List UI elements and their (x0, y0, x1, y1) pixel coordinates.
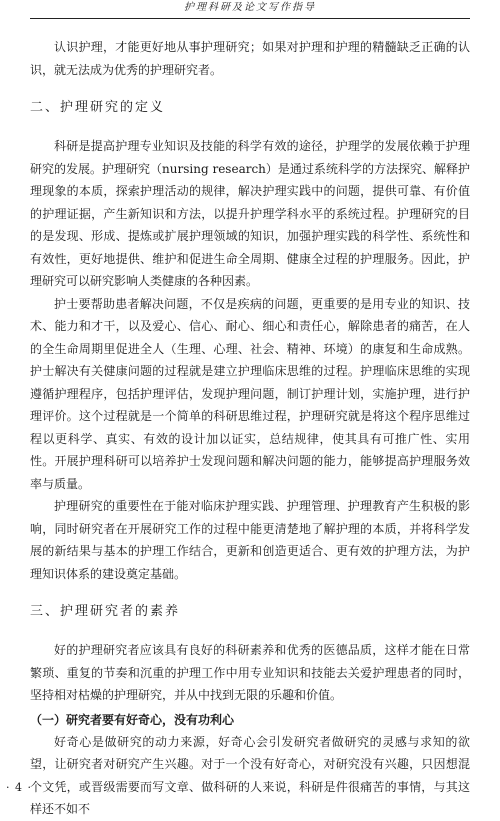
paragraph-nurse-role: 护士要帮助患者解决问题，不仅是疾病的问题，更重要的是用专业的知识、技术、能力和才干，以及爱心、信心、耐心、细心和责任心，解除患者的痛苦，在人的全生命周期里促进全人（生理、心理、社会、精神、环境）的康复和生命成熟。护士解决有关健康问题的过程就是建立护理临床思维的过程。护理临床思维的实现遵循护理程序，包括护理评估，发现护理问题，制订护理计划，实施护理，进行护理评价。这个过程就是一个简单的科研思维过程，护理研究就是将这个程序思维过程以更科学、真实、有效的设计加以证实，总结规律，使其具有可推广性、实用性。开展护理科研可以培养护士发现问题和解决问题的能力，能够提高护理服务效率与质量。 (30, 296, 470, 491)
subsection-heading-curiosity: （一）研究者要有好奇心，没有功利心 (30, 712, 235, 727)
page-number: · 4 · (6, 781, 32, 794)
running-header: 护理科研及论文写作指导 (30, 0, 470, 19)
paragraph-intro-continued: 认识护理，才能更好地从事护理研究；如果对护理和护理的精髓缺乏正确的认识，就无法成为优秀的护理研究者。 (30, 40, 470, 77)
paragraph-importance: 护理研究的重要性在于能对临床护理实践、护理管理、护理教育产生积极的影响，同时研究者在开展研究工作的过程中能更清楚地了解护理的本质，并将科学发展的新结果与基本的护理工作结合，更新和创造更适合、更有效的护理方法，为护理知识体系的建设奠定基础。 (30, 499, 470, 581)
section-heading-definition: 二、护理研究的定义 (30, 100, 166, 115)
paragraph-definition: 科研是提高护理专业知识及技能的科学有效的途径，护理学的发展依赖于护理研究的发展。护理研究（nursing research）是通过系统科学的方法探究、解释护理现象的本质，探索护理活动的规律，解决护理实践中的问题，提供可靠、有价值的护理证据，产生新知识和方法，以提升护理学科水平的系统过程。护理研究的目的是发现、形成、提炼或扩展护理领域的知识，加强护理实践的科学性、系统性和有效性，更好地提供、维护和促进生命全周期、健康全过程的护理服务。因此，护理研究可以研究影响人类健康的各种因素。 (30, 139, 470, 288)
paragraph-curiosity: 好奇心是做研究的动力来源，好奇心会引发研究者做研究的灵感与求知的欲望，让研究者对研究产生兴趣。对于一个没有好奇心，对研究没有兴趣，只因想混个文凭，或晋级需要而写文章、做科研的人来说，科研是件很痛苦的事情，与其这样还不如不 (30, 734, 470, 816)
paragraph-qualities: 好的护理研究者应该具有良好的科研素养和优秀的医德品质，这样才能在日常繁琐、重复的节奏和沉重的护理工作中用专业知识和技能去关爱护理患者的同时，坚持相对枯燥的护理研究，并从中找到无限的乐趣和价值。 (30, 643, 470, 702)
page-content (30, 36, 470, 821)
section-heading-qualities: 三、护理研究者的素养 (30, 604, 181, 619)
